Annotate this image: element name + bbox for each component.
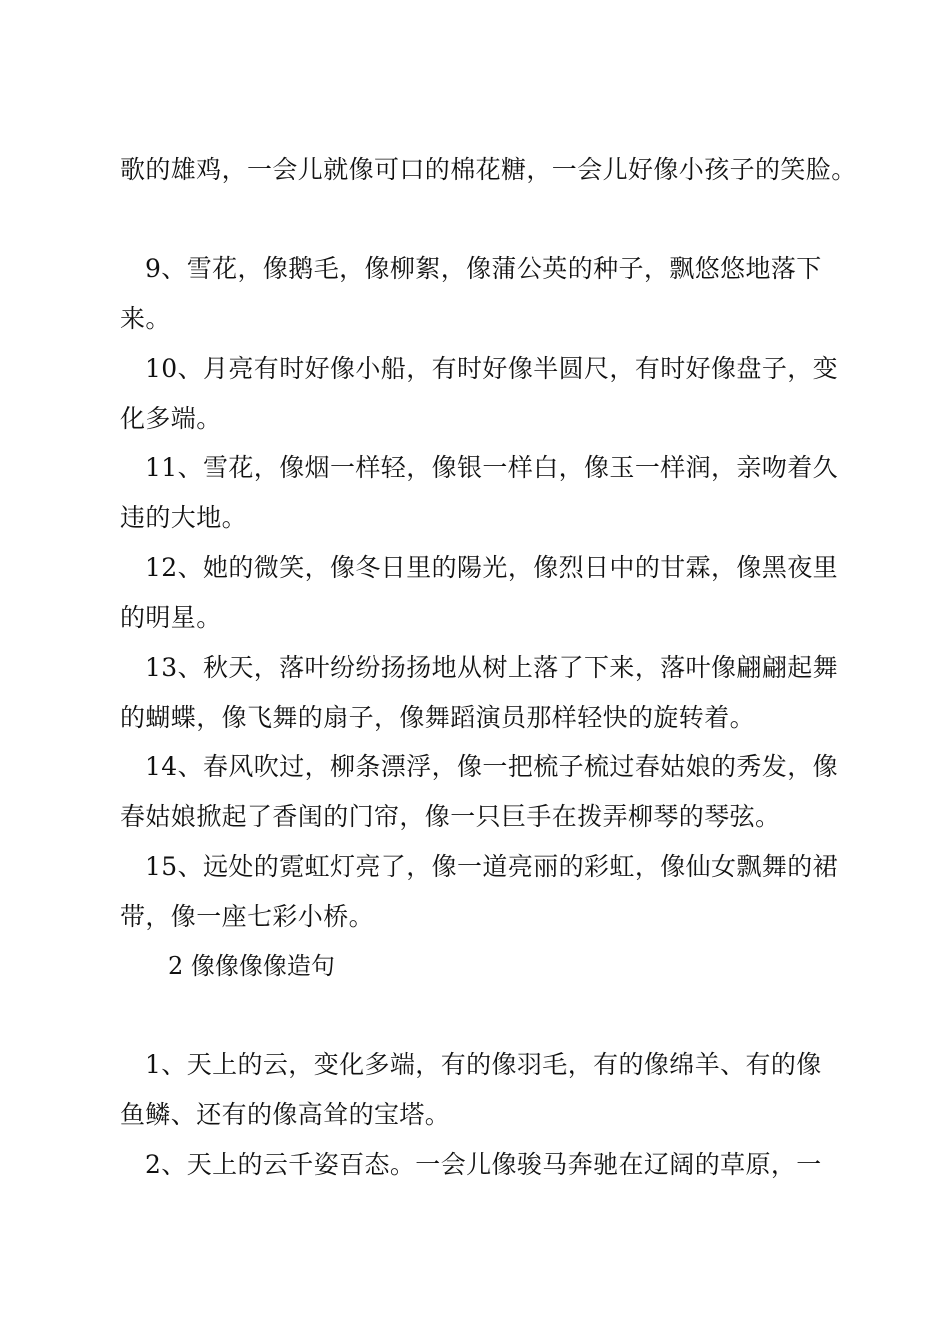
paragraph-14-line-1: 14、春风吹过，柳条漂浮，像一把梳子梳过春姑娘的秀发，像 — [145, 752, 839, 781]
paragraph-15-line-1: 15、远处的霓虹灯亮了，像一道亮丽的彩虹，像仙女飘舞的裙 — [145, 852, 839, 881]
section2-paragraph-1-line-2: 鱼鳞、还有的像高耸的宝塔。 — [120, 1100, 451, 1129]
paragraph-13-line-1: 13、秋天，落叶纷纷扬扬地从树上落了下来，落叶像翩翩起舞 — [145, 653, 839, 682]
paragraph-9-line-1: 9、雪花，像鹅毛，像柳絮，像蒲公英的种子，飘悠悠地落下 — [145, 254, 822, 283]
paragraph-13-line-2: 的蝴蝶，像飞舞的扇子，像舞蹈演员那样轻快的旋转着。 — [120, 703, 756, 732]
section-heading: 2 像像像像造句 — [168, 952, 335, 980]
paragraph-continuation: 歌的雄鸡，一会儿就像可口的棉花糖，一会儿好像小孩子的笑脸。 — [120, 155, 857, 184]
paragraph-14-line-2: 春姑娘掀起了香闺的门帘，像一只巨手在拨弄柳琴的琴弦。 — [120, 802, 781, 831]
paragraph-10-line-1: 10、月亮有时好像小船，有时好像半圆尺，有时好像盘子，变 — [145, 354, 839, 383]
paragraph-11-line-1: 11、雪花，像烟一样轻，像银一样白，像玉一样润，亲吻着久 — [145, 453, 839, 482]
paragraph-12-line-1: 12、她的微笑，像冬日里的陽光，像烈日中的甘霖，像黑夜里 — [145, 553, 839, 582]
paragraph-10-line-2: 化多端。 — [120, 404, 222, 433]
section2-paragraph-1-line-1: 1、天上的云，变化多端，有的像羽毛，有的像绵羊、有的像 — [145, 1050, 822, 1079]
paragraph-12-line-2: 的明星。 — [120, 603, 222, 632]
paragraph-9-line-2: 来。 — [120, 304, 171, 333]
paragraph-15-line-2: 带，像一座七彩小桥。 — [120, 902, 375, 931]
section2-paragraph-2-line-1: 2、天上的云千姿百态。一会儿像骏马奔驰在辽阔的草原，一 — [145, 1150, 822, 1179]
paragraph-11-line-2: 违的大地。 — [120, 503, 248, 532]
